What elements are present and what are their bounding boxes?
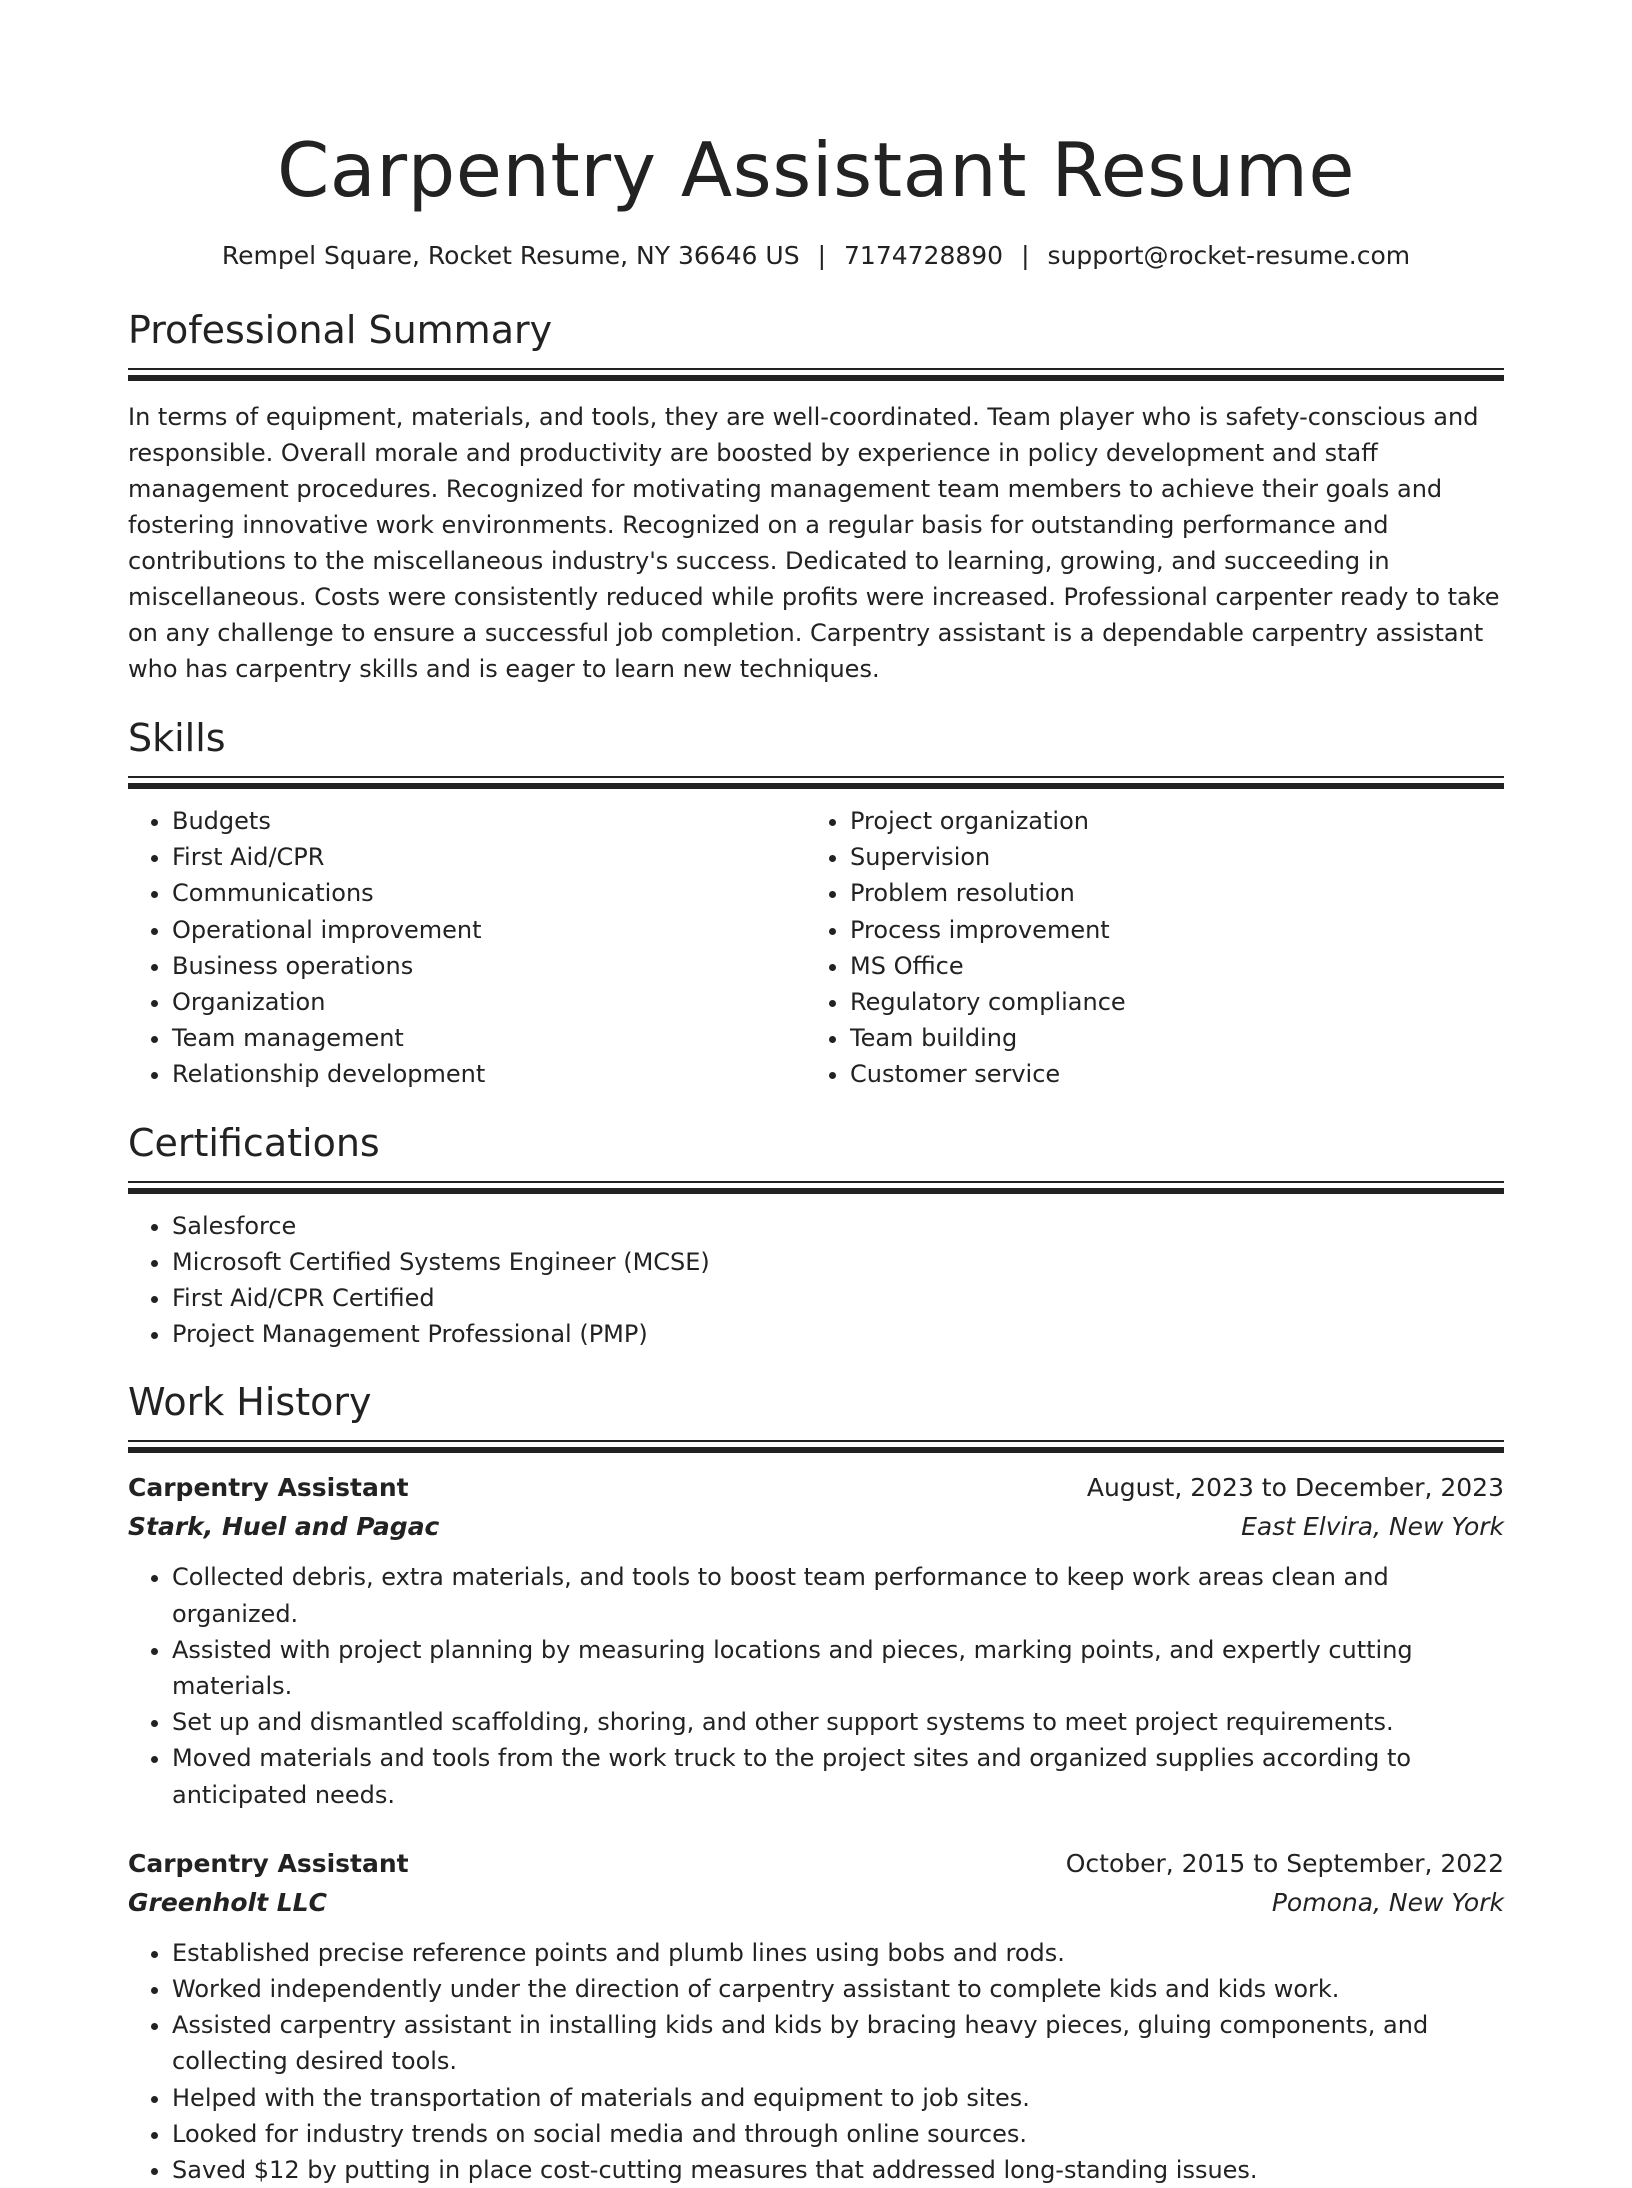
heading-rule-thick xyxy=(128,1447,1504,1453)
job-duty: • Assisted carpentry assistant in installing kids and kids by bracing heavy pieces, gluing components, and collecting desired tools. xyxy=(172,2007,1504,2079)
job-duty: • Moved materials and tools from the work truck to the project sites and organized supplies according to anticipated needs. xyxy=(172,1740,1504,1812)
job-dates: October, 2015 to September, 2022 xyxy=(1065,1848,1504,1878)
summary-text: In terms of equipment, materials, and tools, they are well-coordinated. Team player who is safety-conscious and responsible. Overall morale and productivity are boosted by experience in policy development and staff management procedures. Recognized for motivating management team members to achieve their goals and fostering innovative work environments. Recognized on a regular basis for outstanding performance and contributions to the miscellaneous industry's success. Dedicated to learning, growing, and succeeding in miscellaneous. Costs were consistently reduced while profits were increased. Professional carpenter ready to take on any challenge to ensure a successful job completion. Carpentry assistant is a dependable carpentry assistant who has carpentry skills and is eager to learn new techniques. xyxy=(128,403,1500,683)
certifications-list xyxy=(128,1208,1504,1353)
certification-item: • First Aid/CPR Certified xyxy=(172,1280,1504,1316)
job-duty: • Collected debris, extra materials, and tools to boost team performance to keep work areas clean and organized. xyxy=(172,1559,1504,1631)
certifications-heading: Certifications xyxy=(128,1120,380,1165)
certification-item: • Project Management Professional (PMP) xyxy=(172,1316,1504,1352)
certification-item: • Microsoft Certified Systems Engineer (MCSE) xyxy=(172,1244,1504,1280)
job-header-row xyxy=(128,1845,1504,1883)
skills-section xyxy=(128,714,1504,1093)
summary-section xyxy=(128,306,1504,687)
contact-phone: 7174728890 xyxy=(844,241,1004,270)
heading-rule-thick xyxy=(128,375,1504,381)
heading-rule-thin xyxy=(128,1440,1504,1442)
heading-rule-thick xyxy=(128,1188,1504,1194)
job-title: Carpentry Assistant xyxy=(128,1473,409,1503)
heading-rule-thick xyxy=(128,783,1504,789)
skills-list-left xyxy=(128,803,806,1093)
skill-item: • Team management xyxy=(172,1020,806,1056)
skills-grid xyxy=(128,803,1504,1093)
work-history-section xyxy=(128,1378,1504,2188)
job-duties-list xyxy=(128,1559,1504,1812)
skill-item: • Relationship development xyxy=(172,1056,806,1092)
skill-item: • Team building xyxy=(850,1020,1504,1056)
contact-email: support@rocket-resume.com xyxy=(1047,241,1411,270)
job-location: Pomona, New York xyxy=(1271,1887,1504,1917)
certifications-section xyxy=(128,1119,1504,1353)
skill-item: • Budgets xyxy=(172,803,806,839)
job-duty: • Saved $12 by putting in place cost-cutting measures that addressed long-standing issues. xyxy=(172,2152,1504,2188)
skill-item: • Communications xyxy=(172,875,806,911)
job-duty: • Set up and dismantled scaffolding, shoring, and other support systems to meet project requirements. xyxy=(172,1704,1504,1740)
summary-heading: Professional Summary xyxy=(128,308,553,352)
job-entry xyxy=(128,1845,1504,2188)
job-dates: August, 2023 to December, 2023 xyxy=(1086,1473,1504,1503)
job-duty: • Established precise reference points and plumb lines using bobs and rods. xyxy=(172,1935,1504,1971)
job-duty: • Looked for industry trends on social media and through online sources. xyxy=(172,2116,1504,2152)
job-location: East Elvira, New York xyxy=(1241,1512,1504,1542)
contact-address: Rempel Square, Rocket Resume, NY 36646 US xyxy=(221,241,800,270)
job-company-row xyxy=(128,1507,1504,1547)
skill-item: • Process improvement xyxy=(850,912,1504,948)
contact-separator: | xyxy=(817,241,827,270)
skill-item: • First Aid/CPR xyxy=(172,839,806,875)
job-duty: • Worked independently under the direction of carpentry assistant to complete kids and kids work. xyxy=(172,1971,1504,2007)
skills-heading: Skills xyxy=(128,716,226,760)
contact-separator: | xyxy=(1021,241,1030,270)
skill-item: • Business operations xyxy=(172,948,806,984)
skill-item: • Operational improvement xyxy=(172,912,806,948)
skill-item: • Project organization xyxy=(850,803,1504,839)
job-company-row xyxy=(128,1883,1504,1923)
skill-item: • Problem resolution xyxy=(850,875,1504,911)
contact-line xyxy=(128,238,1504,274)
skill-item: • Supervision xyxy=(850,839,1504,875)
skill-item: • Regulatory compliance xyxy=(850,984,1504,1020)
skill-item: • MS Office xyxy=(850,948,1504,984)
skill-item: • Organization xyxy=(172,984,806,1020)
work-history-heading: Work History xyxy=(128,1380,372,1425)
job-title: Carpentry Assistant xyxy=(128,1848,409,1878)
job-duty: • Helped with the transportation of materials and equipment to job sites. xyxy=(172,2080,1504,2116)
skills-list-right xyxy=(806,803,1504,1093)
certification-item: • Salesforce xyxy=(172,1208,1504,1244)
skill-item: • Customer service xyxy=(850,1056,1504,1092)
job-company: Stark, Huel and Pagac xyxy=(128,1512,440,1542)
job-company: Greenholt LLC xyxy=(128,1887,327,1917)
heading-rule-thin xyxy=(128,776,1504,778)
job-duties-list xyxy=(128,1935,1504,2188)
resume-title: Carpentry Assistant Resume xyxy=(276,126,1356,214)
job-header-row xyxy=(128,1469,1504,1507)
heading-rule-thin xyxy=(128,1181,1504,1183)
heading-rule-thin xyxy=(128,368,1504,370)
job-entry xyxy=(128,1469,1504,1812)
job-duty: • Assisted with project planning by measuring locations and pieces, marking points, and expertly cutting materials. xyxy=(172,1632,1504,1704)
